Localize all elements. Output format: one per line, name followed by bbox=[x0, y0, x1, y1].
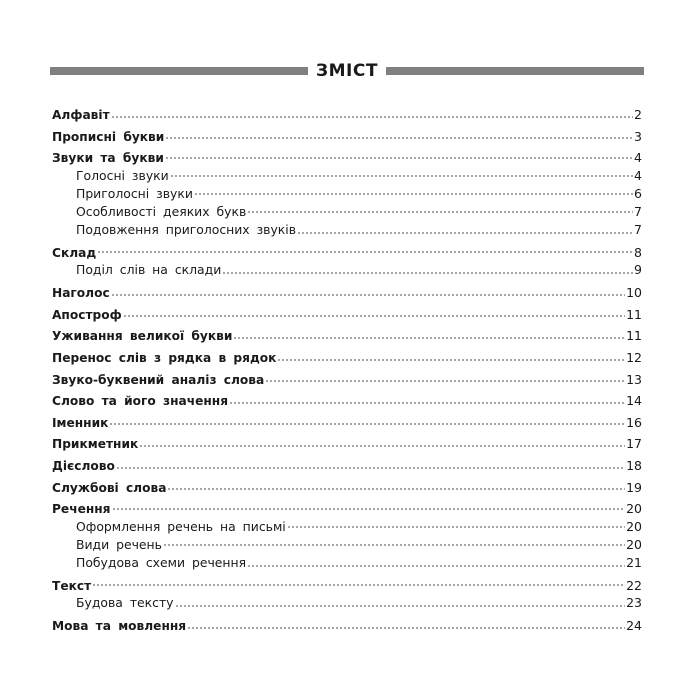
toc-entry[interactable] bbox=[52, 615, 642, 637]
dot-leader bbox=[165, 153, 633, 163]
toc-entry-page: 21 bbox=[626, 554, 642, 570]
toc-entry[interactable] bbox=[52, 242, 642, 262]
dot-leader bbox=[175, 601, 626, 611]
toc-entry-title: Службові слова bbox=[52, 480, 167, 495]
toc-entry-page: 8 bbox=[634, 244, 642, 260]
dot-leader bbox=[111, 112, 633, 122]
toc-entry[interactable] bbox=[52, 412, 642, 434]
dot-leader bbox=[229, 398, 625, 408]
toc-entry-page: 16 bbox=[626, 414, 642, 430]
dot-leader bbox=[97, 247, 633, 257]
toc-subentry[interactable] bbox=[52, 261, 642, 282]
toc-entry-page: 9 bbox=[634, 262, 642, 278]
dot-leader bbox=[247, 207, 633, 217]
toc-entry[interactable] bbox=[52, 147, 642, 167]
dot-leader bbox=[247, 561, 625, 571]
toc-entry-title: Поділ слів на склади bbox=[76, 262, 222, 278]
toc-entry-page: 4 bbox=[634, 150, 642, 166]
toc-entry-title: Прикметник bbox=[52, 437, 139, 452]
toc-entry[interactable] bbox=[52, 369, 642, 391]
toc-entry-title: Приголосні звуки bbox=[76, 185, 193, 201]
table-of-contents bbox=[52, 104, 642, 637]
toc-entry-page: 18 bbox=[626, 457, 642, 473]
toc-entry-page: 17 bbox=[626, 436, 642, 452]
toc-entry-title: Будова тексту bbox=[76, 595, 174, 611]
toc-entry-title: Апостроф bbox=[52, 307, 122, 322]
dot-leader bbox=[92, 580, 625, 590]
toc-entry-page: 2 bbox=[634, 107, 642, 122]
dot-leader bbox=[165, 133, 633, 143]
toc-entry[interactable] bbox=[52, 477, 642, 499]
toc-entry-page: 11 bbox=[626, 328, 642, 344]
toc-subentry[interactable] bbox=[52, 167, 642, 185]
toc-entry-page: 11 bbox=[626, 306, 642, 322]
toc-entry-title: Побудова схеми речення bbox=[76, 554, 247, 570]
toc-subentry[interactable] bbox=[52, 594, 642, 615]
toc-entry[interactable] bbox=[52, 126, 642, 148]
toc-entry[interactable] bbox=[52, 498, 642, 518]
toc-entry[interactable] bbox=[52, 282, 642, 304]
toc-entry-title: Алфавіт bbox=[52, 108, 110, 122]
toc-entry[interactable] bbox=[52, 104, 642, 126]
toc-entry-title: Звуко-буквений аналіз слова bbox=[52, 372, 265, 387]
header-bar-left bbox=[50, 67, 308, 75]
dot-leader bbox=[277, 355, 625, 365]
header-bar-right bbox=[386, 67, 644, 75]
toc-entry-title: Особливості деяких букв bbox=[76, 203, 247, 219]
toc-entry-page: 24 bbox=[626, 618, 642, 634]
toc-entry-page: 23 bbox=[626, 595, 642, 611]
toc-entry-title: Голосні звуки bbox=[76, 167, 169, 183]
toc-subentry[interactable] bbox=[52, 536, 642, 554]
dot-leader bbox=[287, 522, 625, 532]
dot-leader bbox=[222, 268, 633, 278]
page-title: ЗМІСТ bbox=[316, 61, 378, 81]
toc-subentry[interactable] bbox=[52, 203, 642, 221]
toc-entry[interactable] bbox=[52, 433, 642, 455]
toc-entry-title: Подовження приголосних звуків bbox=[76, 221, 297, 237]
toc-header bbox=[50, 60, 644, 82]
dot-leader bbox=[116, 463, 625, 473]
dot-leader bbox=[111, 290, 625, 300]
toc-entry-title: Прописні букви bbox=[52, 129, 165, 144]
toc-subentry[interactable] bbox=[52, 554, 642, 575]
toc-entry-title: Звуки та букви bbox=[52, 151, 164, 166]
toc-entry-page: 3 bbox=[634, 128, 642, 144]
dot-leader bbox=[170, 171, 633, 181]
toc-entry-title: Види речень bbox=[76, 536, 162, 552]
toc-entry-title: Слово та його значення bbox=[52, 394, 229, 409]
toc-entry-page: 6 bbox=[634, 185, 642, 201]
toc-entry-title: Оформлення речень на письмі bbox=[76, 518, 286, 534]
toc-entry-page: 12 bbox=[626, 349, 642, 365]
toc-entry-page: 19 bbox=[626, 479, 642, 495]
toc-entry-title: Речення bbox=[52, 502, 111, 517]
toc-entry-page: 13 bbox=[626, 371, 642, 387]
toc-entry-page: 22 bbox=[626, 577, 642, 593]
toc-entry-page: 20 bbox=[626, 536, 642, 552]
toc-subentry[interactable] bbox=[52, 518, 642, 536]
dot-leader bbox=[194, 189, 633, 199]
toc-entry-page: 4 bbox=[634, 167, 642, 183]
toc-entry[interactable] bbox=[52, 390, 642, 412]
toc-entry-title: Перенос слів з рядка в рядок bbox=[52, 350, 277, 365]
toc-entry-title: Мова та мовлення bbox=[52, 619, 187, 634]
dot-leader bbox=[187, 623, 625, 633]
toc-entry[interactable] bbox=[52, 347, 642, 369]
toc-entry-title: Текст bbox=[52, 578, 92, 593]
dot-leader bbox=[297, 228, 633, 238]
toc-entry-page: 20 bbox=[626, 518, 642, 534]
toc-entry-title: Уживання великої букви bbox=[52, 329, 233, 344]
toc-entry-page: 20 bbox=[626, 501, 642, 517]
toc-entry[interactable] bbox=[52, 455, 642, 477]
toc-entry-title: Іменник bbox=[52, 415, 109, 430]
toc-entry-page: 7 bbox=[634, 203, 642, 219]
dot-leader bbox=[109, 419, 625, 429]
toc-entry-page: 14 bbox=[626, 393, 642, 409]
toc-entry-page: 7 bbox=[634, 221, 642, 237]
dot-leader bbox=[265, 376, 625, 386]
dot-leader bbox=[123, 311, 625, 321]
toc-entry-title: Наголос bbox=[52, 286, 110, 301]
toc-entry[interactable] bbox=[52, 575, 642, 595]
toc-subentry[interactable] bbox=[52, 185, 642, 203]
dot-leader bbox=[163, 540, 625, 550]
toc-entry[interactable] bbox=[52, 325, 642, 347]
dot-leader bbox=[112, 504, 626, 514]
toc-entry-title: Дієслово bbox=[52, 458, 115, 473]
toc-entry-page: 10 bbox=[626, 285, 642, 301]
dot-leader bbox=[167, 484, 625, 494]
toc-subentry[interactable] bbox=[52, 221, 642, 242]
dot-leader bbox=[233, 333, 625, 343]
toc-entry-title: Склад bbox=[52, 245, 97, 260]
dot-leader bbox=[139, 441, 625, 451]
toc-entry[interactable] bbox=[52, 304, 642, 326]
